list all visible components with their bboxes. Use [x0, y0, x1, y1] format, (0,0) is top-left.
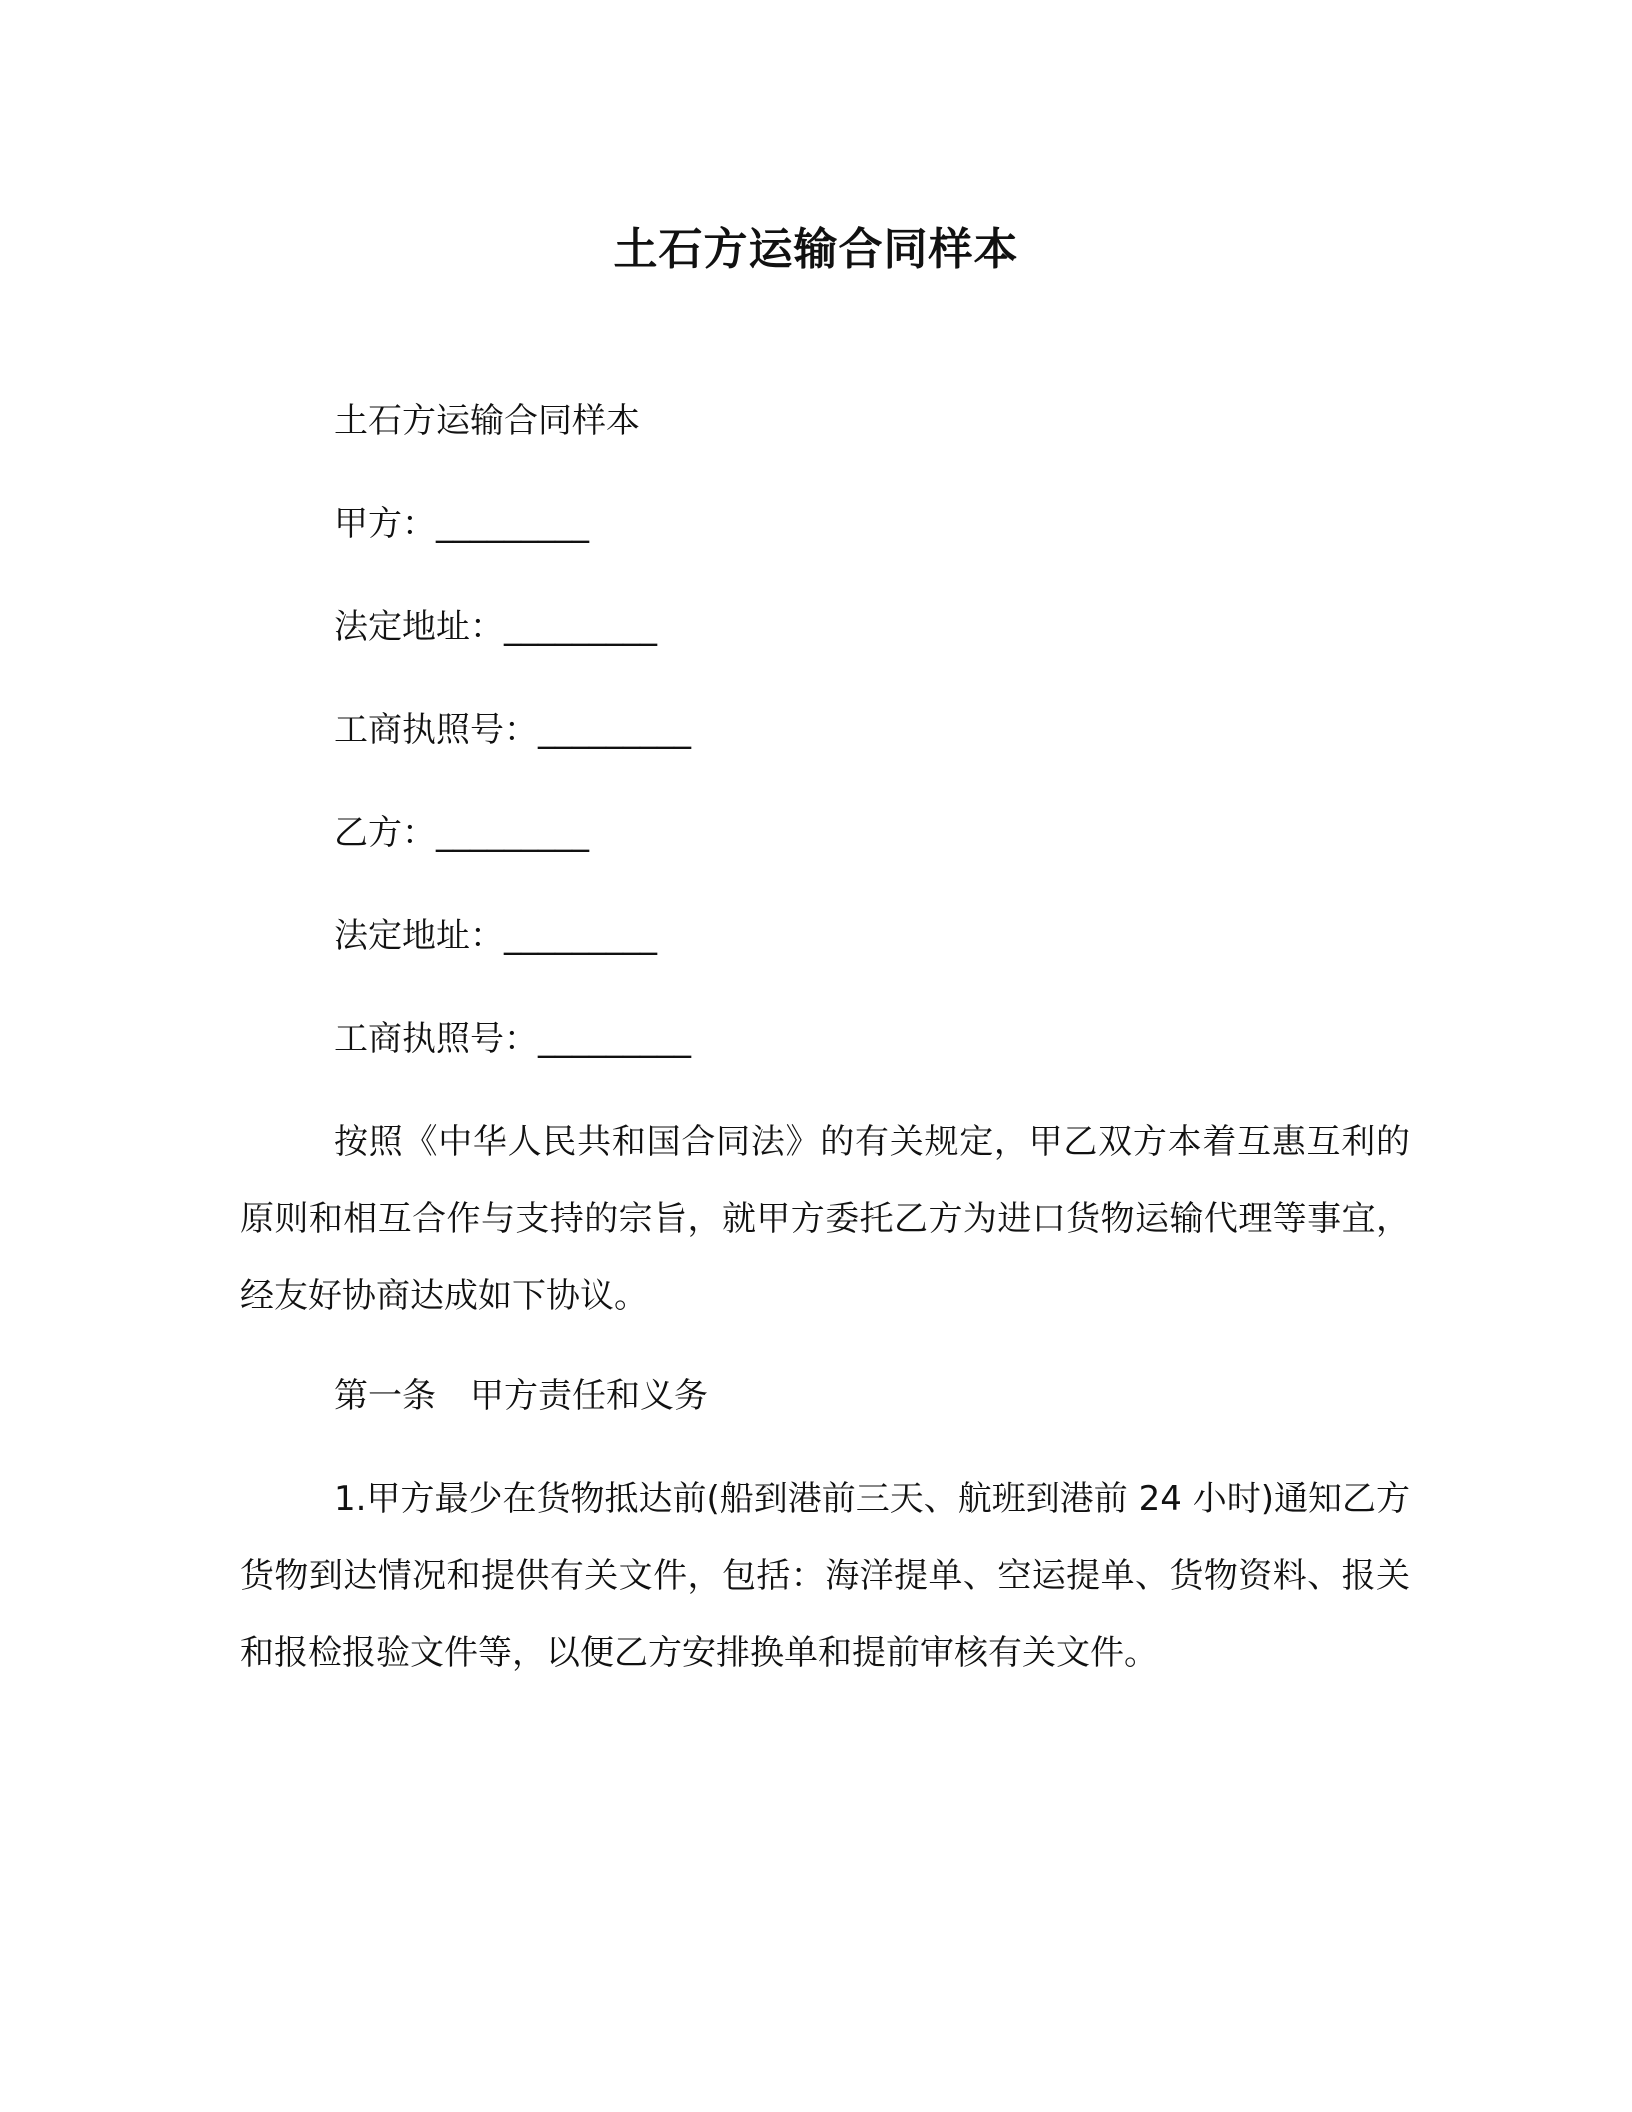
document-title: 土石方运输合同样本 — [613, 224, 1019, 275]
article-1-heading: 第一条 甲方责任和义务 — [334, 1376, 708, 1416]
article-1-item-1: 1.甲方最少在货物抵达前(船到港前三天、航班到港前 24 小时)通知乙方货物到达情况和提供有关文件，包括：海洋提单、空运提单、货物资料、报关和报检报验文件等，以便乙方安排换单和提前审核有关文件。 — [240, 1479, 1410, 1673]
document-subtitle: 土石方运输合同样本 — [334, 401, 640, 441]
party-a-field: 甲方：_________ — [334, 504, 589, 544]
party-b-field: 乙方：_________ — [334, 813, 589, 853]
preamble-paragraph: 按照《中华人民共和国合同法》的有关规定，甲乙双方本着互惠互利的原则和相互合作与支持的宗旨，就甲方委托乙方为进口货物运输代理等事宜，经友好协商达成如下协议。 — [240, 1122, 1410, 1316]
party-b-address-field: 法定地址：_________ — [334, 916, 657, 956]
party-a-license-field: 工商执照号：_________ — [334, 710, 691, 750]
party-a-address-field: 法定地址：_________ — [334, 607, 657, 647]
party-b-license-field: 工商执照号：_________ — [334, 1019, 691, 1059]
